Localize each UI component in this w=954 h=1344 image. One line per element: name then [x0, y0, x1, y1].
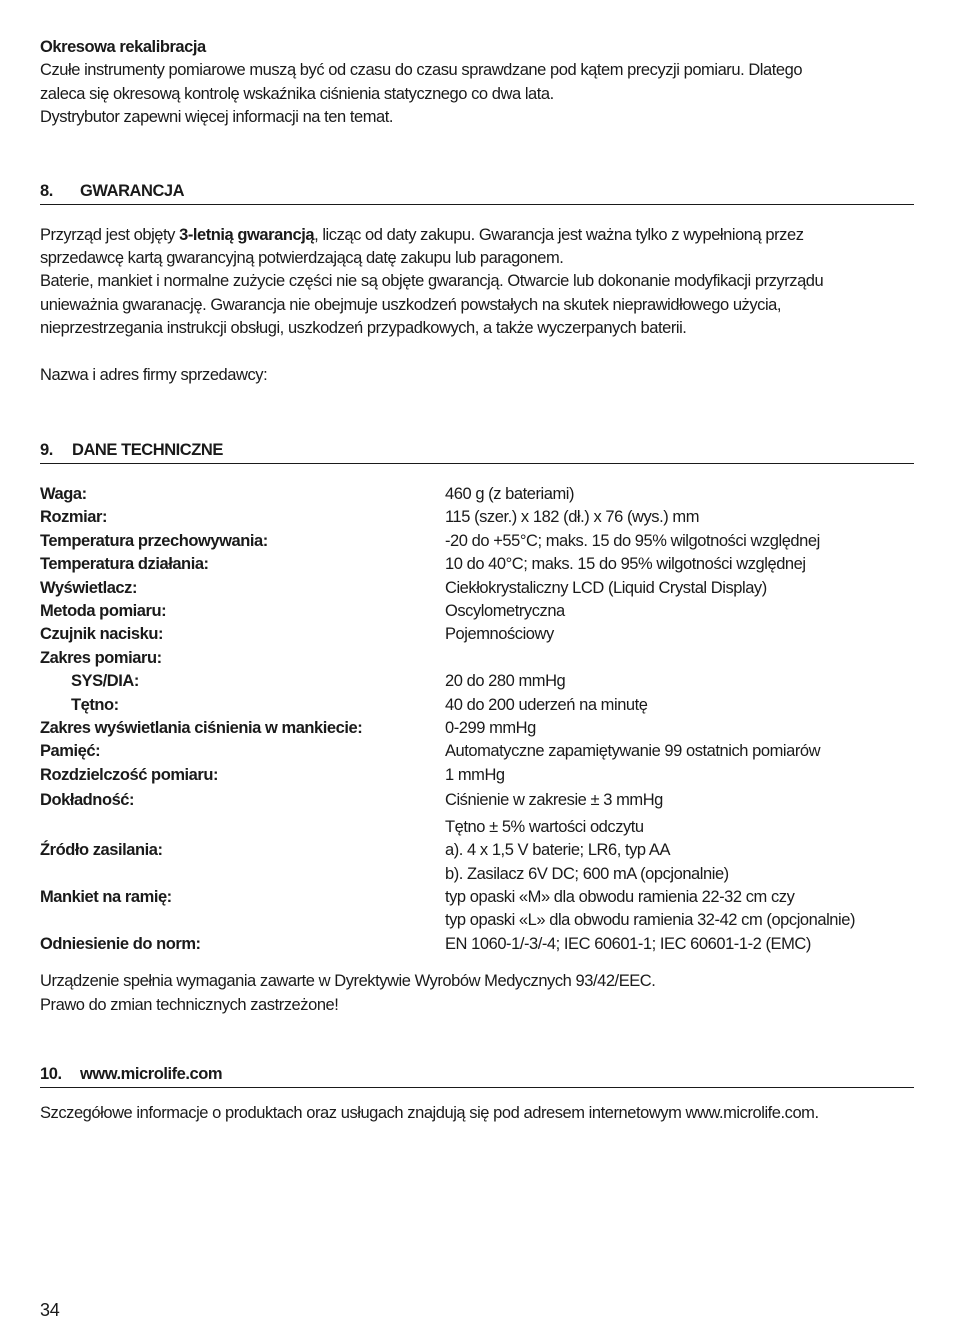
section-8-heading — [40, 180, 914, 205]
warranty-line-4: unieważnia gwaranację. Gwarancja nie obejmuje uszkodzeń powstałych na skutek nieprawidłowego użycia, — [40, 295, 782, 314]
spec-row — [40, 647, 914, 670]
spec-label: Wyświetlacz: — [40, 578, 137, 597]
spec-row — [40, 740, 914, 763]
spec-value: -20 do +55°C; maks. 15 do 95% wilgotności względnej — [445, 531, 820, 550]
directive-compliance: Urządzenie spełnia wymagania zawarte w Dyrektywie Wyrobów Medycznych 93/42/EEC. — [40, 972, 656, 991]
spec-row — [40, 787, 914, 813]
spec-row — [40, 863, 914, 886]
spec-label: Czujnik nacisku: — [40, 625, 163, 644]
spec-label: Metoda pomiaru: — [40, 602, 167, 621]
section-10-title: www.microlife.com — [80, 1064, 223, 1083]
spec-label: Rozmiar: — [40, 508, 107, 527]
recalibration-line-2: zaleca się okresową kontrolę wskaźnika ciśnienia statycznego co dwa lata. — [40, 84, 554, 103]
spec-row — [40, 577, 914, 600]
spec-row — [40, 483, 914, 506]
spec-value: 115 (szer.) x 182 (dł.) x 76 (wys.) mm — [445, 508, 699, 527]
spec-label: Temperatura przechowywania: — [40, 531, 268, 550]
spec-value: Ciśnienie w zakresie ± 3 mmHg — [445, 791, 663, 810]
spec-row — [40, 694, 914, 717]
spec-value: Tętno ± 5% wartości odczytu — [445, 818, 644, 837]
warranty-line-1-pre: Przyrząd jest objęty — [40, 225, 180, 244]
recalibration-line-3: Dystrybutor zapewni więcej informacji na ten temat. — [40, 108, 394, 127]
section-9-heading — [40, 439, 914, 464]
spec-value: 10 do 40°C; maks. 15 do 95% wilgotności względnej — [445, 555, 806, 574]
spec-row — [40, 717, 914, 740]
section-9-title: DANE TECHNICZNE — [72, 441, 223, 460]
spec-value: 460 g (z bateriami) — [445, 485, 575, 504]
spec-label: Źródło zasilania: — [40, 841, 163, 860]
section-10-number: 10. — [40, 1064, 62, 1083]
spec-row — [40, 623, 914, 646]
spec-row — [40, 600, 914, 623]
spec-label: Odniesienie do norm: — [40, 934, 201, 953]
spec-value: 20 do 280 mmHg — [445, 672, 566, 691]
recalibration-title: Okresowa rekalibracja — [40, 38, 206, 56]
spec-label: Temperatura działania: — [40, 555, 209, 574]
spec-row — [40, 506, 914, 529]
spec-value: 40 do 200 uderzeń na minutę — [445, 695, 648, 714]
spec-label: Mankiet na ramię: — [40, 887, 172, 906]
website-info: Szczegółowe informacje o produktach oraz usługach znajdują się pod adresem internetowym www.microlife.com. — [40, 1103, 819, 1122]
technical-data-table — [40, 483, 914, 956]
spec-label: Tętno: — [71, 695, 119, 714]
spec-value: Pojemnościowy — [445, 625, 554, 644]
spec-value: EN 1060-1/-3/-4; IEC 60601-1; IEC 60601-1-2 (EMC) — [445, 934, 811, 953]
page-content — [40, 36, 914, 1125]
spec-row — [40, 530, 914, 553]
section-10-heading — [40, 1063, 914, 1088]
warranty-line-2: sprzedawcę kartą gwarancyjną potwierdzającą datę zakupu lub paragonem. — [40, 249, 564, 268]
spec-label: Waga: — [40, 485, 87, 504]
page-number: 34 — [40, 1300, 60, 1320]
seller-name-address: Nazwa i adres firmy sprzedawcy: — [40, 365, 268, 384]
spec-row — [40, 933, 914, 956]
warranty-line-3: Baterie, mankiet i normalne zużycie części nie są objęte gwarancją. Otwarcie lub dokonanie modyfikacji przyrządu — [40, 272, 824, 291]
spec-row — [40, 764, 914, 787]
warranty-period: 3-letnią gwarancją — [179, 225, 315, 244]
spec-label: SYS/DIA: — [71, 672, 139, 691]
spec-row — [40, 553, 914, 576]
spec-value: a). 4 x 1,5 V baterie; LR6, typ AA — [445, 841, 670, 860]
spec-value: typ opaski «M» dla obwodu ramienia 22-32 cm czy — [445, 887, 795, 906]
spec-value: 0-299 mmHg — [445, 718, 536, 737]
section-9-number: 9. — [40, 441, 53, 460]
spec-label: Zakres pomiaru: — [40, 648, 162, 667]
spec-label: Pamięć: — [40, 742, 101, 761]
spec-row — [40, 670, 914, 693]
spec-label: Rozdzielczość pomiaru: — [40, 765, 219, 784]
recalibration-line-1: Czułe instrumenty pomiarowe muszą być od czasu do czasu sprawdzane pod kątem precyzji pomiaru. Dlatego — [40, 61, 803, 80]
warranty-line-1 — [40, 224, 914, 247]
spec-label: Dokładność: — [40, 791, 135, 810]
spec-value: Oscylometryczna — [445, 602, 565, 621]
spec-row — [40, 886, 914, 909]
spec-value: 1 mmHg — [445, 765, 505, 784]
spec-value: Ciekłokrystaliczny LCD (Liquid Crystal Display) — [445, 578, 767, 597]
section-8-number: 8. — [40, 181, 53, 200]
spec-value: b). Zasilacz 6V DC; 600 mA (opcjonalnie) — [445, 864, 729, 883]
warranty-line-1-post: , licząc od daty zakupu. Gwarancja jest ważna tylko z wypełnioną przez — [314, 225, 804, 244]
spec-row — [40, 839, 914, 862]
technical-changes-note: Prawo do zmian technicznych zastrzeżone! — [40, 995, 339, 1014]
spec-label: Zakres wyświetlania ciśnienia w mankiecie: — [40, 718, 363, 737]
spec-row — [40, 813, 914, 839]
spec-row — [40, 909, 914, 932]
spec-value: typ opaski «L» dla obwodu ramienia 32-42 cm (opcjonalnie) — [445, 911, 856, 930]
section-8-title: GWARANCJA — [80, 181, 185, 200]
warranty-line-5: nieprzestrzegania instrukcji obsługi, uszkodzeń przypadkowych, a także wyczerpanych baterii. — [40, 319, 687, 338]
spec-value: Automatyczne zapamiętywanie 99 ostatnich pomiarów — [445, 742, 821, 761]
